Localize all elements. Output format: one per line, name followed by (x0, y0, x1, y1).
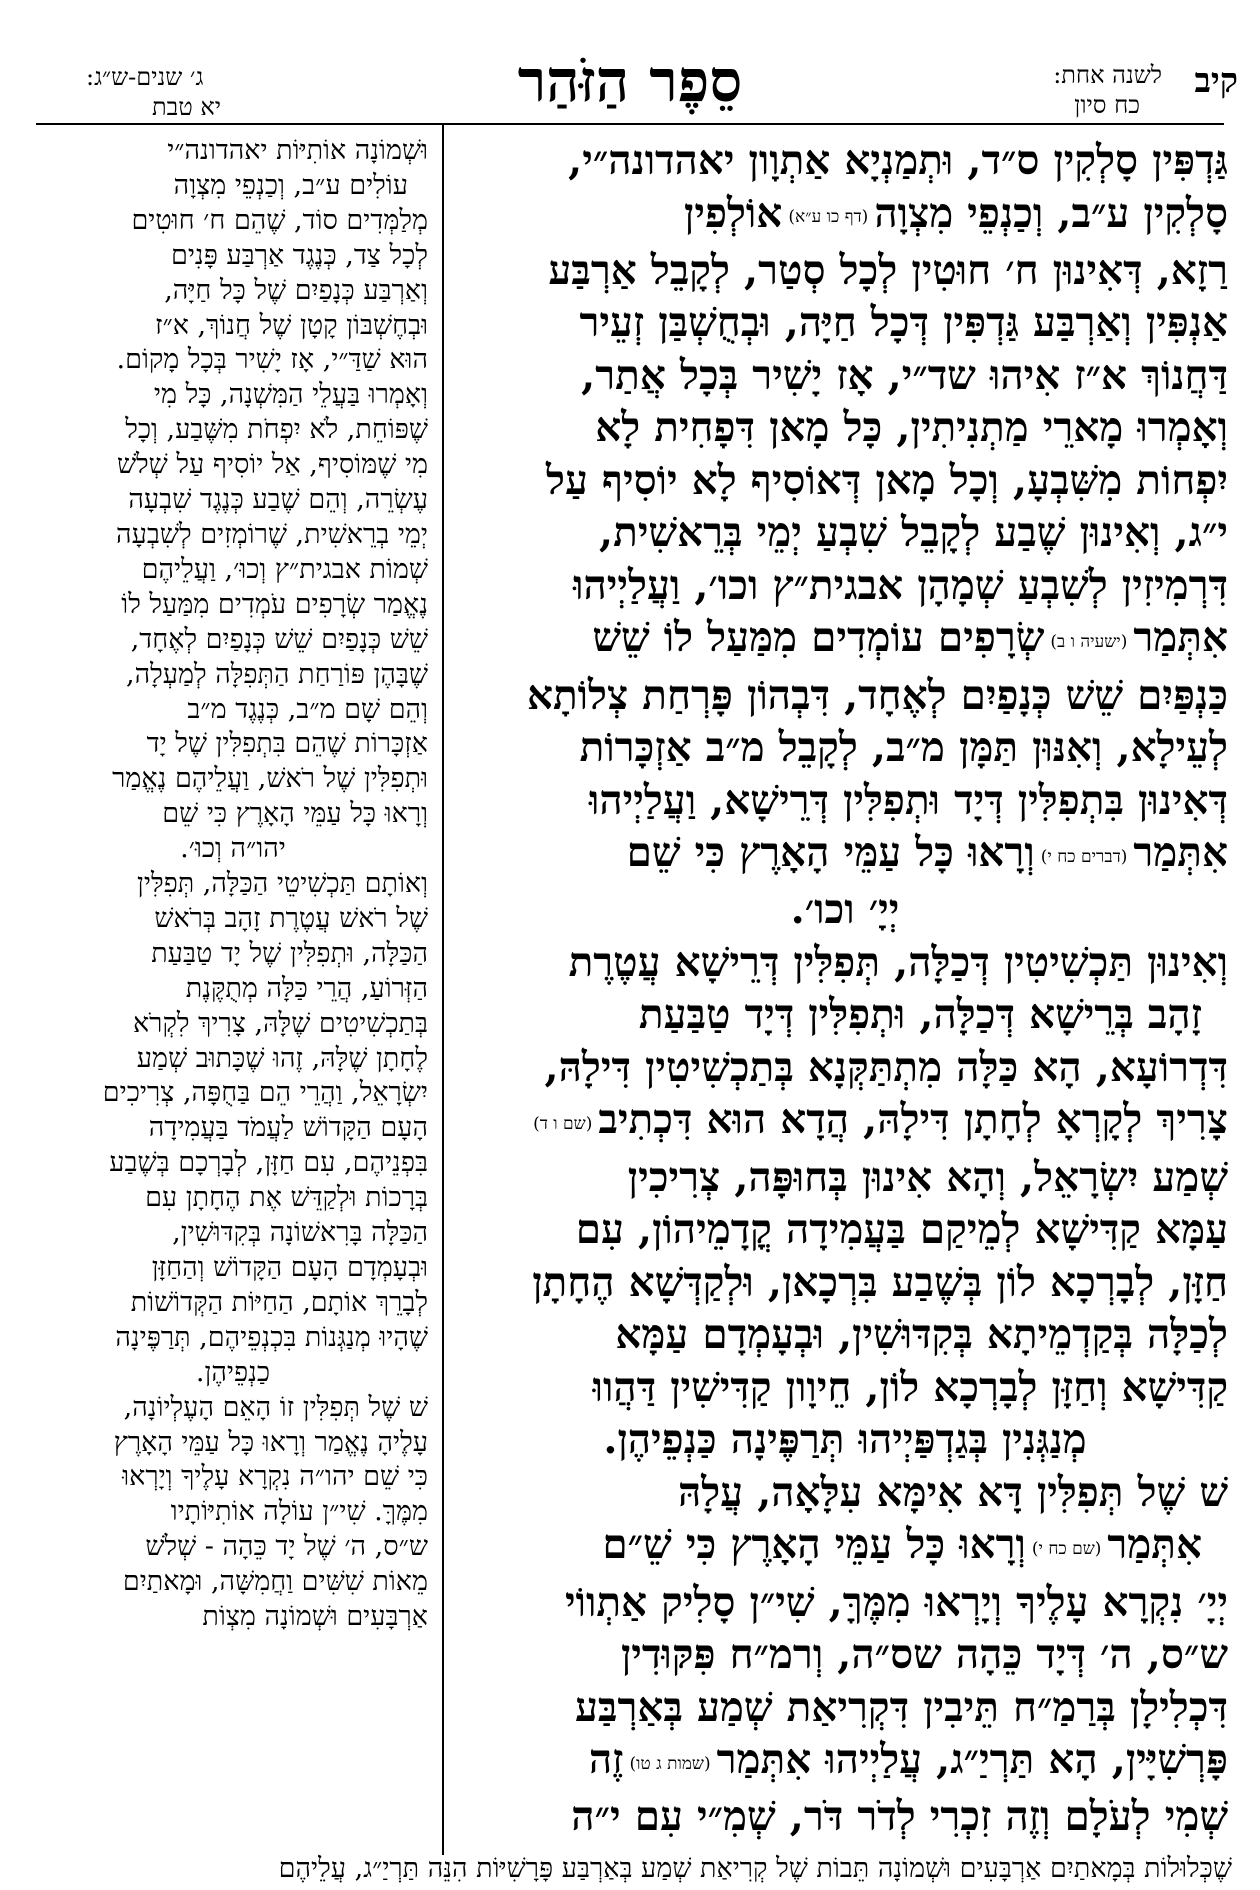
date-three-years: ג׳ שנים-ש״ג: (86, 63, 204, 91)
translation-line: הַכַּלָּה בָּרִאשׁוֹנָה בְּקִדּוּשִׁין, (172, 1217, 428, 1249)
main-line: סָלְקִין ע״ב, וְכַנְפֵי מִצְוָה(דף כו ע״א)אוֹלְפִין (684, 188, 1228, 237)
translation-line: לֶחָתָן שֶׁלָּהּ, זֶהוּ שֶׁכָּתוּב שְׁמַע (136, 1042, 428, 1074)
translation-line: הַכַּלָּה, וּתְפִלִּין שֶׁל יָד טַבַּעַת (151, 937, 428, 969)
source-reference: (דף כו ע״א) (788, 207, 869, 228)
translation-line: כַנְפֵיהֶן. (195, 1356, 271, 1388)
translation-line: שֶׁהָיוּ מְנַגְּנוֹת בִּכְנְפֵיהֶם, תְּרַפֶּינָה (115, 1321, 428, 1353)
translation-line: וְרָאוּ כָּל עַמֵּי הָאָרֶץ כִּי שֵׁם (162, 798, 428, 830)
column-divider (442, 125, 444, 1855)
translation-line: הוּא שַׁדַּ״י, אָז יָשִׁיר בְּכָל מָקוֹם. (116, 344, 428, 376)
translation-line: בְּרָכוֹת וּלְקַדֵּשׁ אֶת הֶחָתָן עִם (145, 1182, 428, 1214)
translation-line: וּשְׁמוֹנָה אוֹתִיּוֹת יאהדונה״י (167, 135, 428, 166)
main-line: י״ג, וְאִינוּן שֶׁבַע לְקָבֵל שִׁבְעַ יְמֵי בְּרֵאשִׁית, (599, 508, 1228, 557)
main-line: עַמָּא קַדִּישָׁא לְמֵיקַם בַּעֲמִידָה קֳדָמֵיהוֹן, עִם (575, 1205, 1228, 1254)
translation-line: לְכָל צַד, כְּנֶגֶד אַרְבַּע פָּנִים (171, 239, 428, 271)
main-line: זָהָב בְּרֵישָׁא דְּכַלָּה, וּתְפִלִּין דְּיָד טַבַּעַת (638, 990, 1202, 1039)
source-reference: (שמות ג טו) (629, 1753, 711, 1774)
source-reference: (דברים כח י) (1040, 846, 1128, 867)
translation-bottom-line: שֶׁכְּלוּלוֹת בְּמָאתַיִם אַרְבָּעִים וּשְׁמוֹנָה תֵּבוֹת שֶׁל קְרִיאַת שְׁמַע בְּאַרְבַּע פָּרָשִׁיּוֹת הִנֵּה תַּרְיַ״ג, עֲלֵיהֶם (278, 1853, 1232, 1884)
translation-line: לְבָרֵךְ אוֹתָם, הַחַיּוֹת הַקְּדוֹשׁוֹת (130, 1286, 428, 1318)
translation-line: שֶׁבָּהֶן פּוֹרַחַת הַתְּפִלָּה לְמַעְלָה, (125, 658, 428, 690)
main-line: קַדִּישָׁא וְחַזָּן לְבָרְכָא לוֹן, חֵיוָון קַדִּישִׁין דַּהֲווּ (592, 1362, 1228, 1411)
main-line: אִתְּמַר(ישעיה ו ב)שְׂרָפִים עוֹמְדִים מִמַּעַל לוֹ שֵׁשׁ (592, 613, 1228, 662)
translation-line: מִי שֶׁמּוֹסִיף, אַל יוֹסִיף עַל שְׁלֹשׁ (116, 449, 428, 481)
main-line: צָרִיךְ לְקָרְאָ לְחָתָן דִּילָהּ, הֲדָא הוּא דִּכְתִיב(שם ו ד) (533, 1095, 1228, 1144)
main-line: ש״ס, ה׳ דְּיָד כֵּהָה שס״ה, וְרמ״ח פִּקּוּדִין (620, 1630, 1228, 1679)
translation-line: בִּפְנֵיהֶם, עִם חַזָּן, לְבָרְכָם בְּשֶׁבַע (109, 1147, 428, 1179)
translation-line: ש״ס, ה׳ שֶׁל יָד כֵּהָה - שְׁלֹשׁ (145, 1531, 428, 1563)
translation-line: וְהֵם שָׁם מ״ב, כְּנֶגֶד מ״ב (187, 693, 428, 725)
translation-line: כִּי שֵׁם יהו״ה נִקְרָא עָלֶיךָ וְיָרְאוּ (122, 1461, 428, 1493)
main-line: גַּדְפִּין סָלְקִין ס״ד, וּתְמַנְיָא אַתְוָון יאהדונה״י, (568, 136, 1228, 184)
main-line: יְיָ׳ נִקְרָא עָלֶיךָ וְיָרְאוּ מִמֶּךָּ, שִׁי״ן סָלִיק אַתְווֹי (565, 1577, 1228, 1626)
main-line: דַּחֲנוֹךְ א״ז אִיהוּ שד״י, אָז יָשִׁיר בְּכָל אֲתַר, (581, 350, 1228, 399)
translation-line: מְלַמְּדִים סוֹד, שֶׁהֵם ח׳ חוּטִים (131, 204, 428, 236)
translation-line: וּבְחֶשְׁבּוֹן קָטָן שֶׁל חֲנוֹךְ, א״ז (154, 309, 428, 341)
translation-line: מִמֶּךָּ. שִׁי״ן עוֹלָה אוֹתִיּוֹתָיו (170, 1496, 428, 1528)
main-line: פָּרְשִׁיָּין, הָא תַּרְיַ״ג, עֲלַיְיהוּ אִתְּמַר(שמות ג טו)זֶה (588, 1735, 1228, 1784)
translation-line: עָלֶיהָ נֶאֱמַר וְרָאוּ כָּל עַמֵּי הָאָרֶץ (113, 1426, 428, 1458)
translation-line: יהו״ה וְכוּ׳. (180, 833, 286, 865)
translation-line: שׁ שֶׁל תְּפִלִּין זוֹ הָאֵם הָעֶלְיוֹנָה, (123, 1391, 428, 1423)
main-line: לְעֵילָא, וְאִנּוּן תַּמָּן מ״ב, לְקָבֵל מ״ב אַזְכָּרוֹת (579, 723, 1228, 772)
translation-line: שְׁמוֹת אבגית״ץ וְכוּ׳, וַעֲלֵיהֶם (141, 553, 428, 585)
main-line: כַּנְפַּיִם שֵׁשׁ כְּנָפַיִם לְאֶחָד, דִּבְהוֹן פָּרְחַת צְלוֹתָא (526, 670, 1228, 719)
main-line: וְאָמְרוּ מָארֵי מַתְנִיתִין, כָּל מָאן דִּפָחִית לָא (595, 403, 1228, 452)
translation-line: שֵׁשׁ כְּנָפַיִם שֵׁשׁ כְּנָפַיִם לְאֶחָד, (130, 623, 428, 655)
translation-line: הַזְּרוֹעַ, הֲרֵי כַּלָּה מְתֻקֶּנֶת (185, 972, 428, 1004)
date-one-year: לשנה אחת: (1053, 61, 1162, 89)
main-line: יְיָ׳ וכו׳. (790, 885, 900, 934)
translation-line: עֶשְׂרֵה, וְהֵם שֶׁבַע כְּנֶגֶד שִׁבְעָה (128, 484, 428, 516)
translation-line: אַזְכָּרוֹת שֶׁהֵם בִּתְפִלִּין שֶׁל יָד (146, 728, 428, 760)
translation-line: יְמֵי בְרֵאשִׁית, שֶׁרוֹמְזִים לְשִׁבְעָה (116, 518, 428, 550)
translation-column (38, 134, 428, 1635)
main-line: דִּרְמִיזִין לְשִׁבְעַ שְׁמָהָן אבגית״ץ וכו׳, וַעֲלַיְיהוּ (573, 560, 1228, 609)
main-line: דִּדְרוֹעָא, הָא כַּלָּה מִתְתַּקְּנָא בְּתַכְשִׁיטִין דִּילָהּ, (544, 1042, 1228, 1091)
main-line: יִפְחוֹת מִשִּׁבְעָ, וְכָל מָאן דְּאוֹסִיף לָא יוֹסִיף עַל (546, 455, 1228, 504)
translation-line: וְאַרְבַּע כְּנָפַיִם שֶׁל כָּל חַיָּה, (164, 274, 428, 306)
translation-line: אַרְבָּעִים וּשְׁמוֹנָה מִצְוֹת (202, 1601, 428, 1633)
translation-line: וְאוֹתָם תַּכְשִׁיטֵי הַכַּלָּה, תְּפִלִּין (136, 868, 428, 900)
translation-line: יִשְׂרָאֵל, וַהֲרֵי הֵם בַּחֻפָּה, צְרִיכִים (102, 1077, 428, 1109)
translation-line: וּבְעָמְדָם הָעָם הַקָּדוֹשׁ וְהַחַזָּן (151, 1252, 428, 1283)
translation-line: נֶאֱמַר שְׂרָפִים עֹמְדִים מִמַּעַל לוֹ (121, 588, 428, 620)
page-marker: קיב (1194, 61, 1238, 101)
main-line: לְכַלָּה בְּקַדְמֵיתָא בְּקִדּוּשִׁין, וּבְעָמְדָם עַמָּא (615, 1310, 1228, 1359)
main-line: וְאִינוּן תַּכְשִׁיטִין דְּכַלָּה, תְּפִלִּין דְּרֵישָׁא עֲטֶרֶת (568, 937, 1228, 986)
translation-line: שֶׁפּוֹחֵת, לֹא יִפְחֹת מִשֶּׁבַע, וְכָל (125, 414, 428, 446)
main-line: דְּאִינוּן בִּתְפִלִּין דְּיָד וּתְפִלִּין דְּרֵישָׁא, וַעֲלַיְיהוּ (588, 775, 1228, 824)
main-line: רַזָא, דְּאִינוּן ח׳ חוּטִין לְכָל סְטַר, לְקָבֵל אַרְבַּע (548, 245, 1228, 294)
main-line: אִתְּמַר(שם כח י)וְרָאוּ כָּל עַמֵּי הָאָרֶץ כִּי שֵׁ״ם (602, 1520, 1202, 1569)
translation-line: שֶׁל רֹאשׁ עֲטֶרֶת זָהָב בְּרֹאשׁ (154, 902, 428, 934)
main-line: שׁ שֶׁל תְּפִלִּין דָּא אִימָּא עִלָּאָה, עֲלָהּ (677, 1467, 1228, 1516)
translation-line: וְאָמְרוּ בַּעֲלֵי הַמִּשְׁנָה, כָּל מִי (153, 379, 428, 411)
main-line: דִּכְלִילָן בְּרַמַ״ח תֵּיבִין דִּקְרִיאַת שְׁמַע בְּאַרְבַּע (575, 1682, 1228, 1731)
source-reference: (ישעיה ו ב) (1050, 632, 1128, 653)
main-text-column (462, 134, 1228, 1843)
main-line: מְנַגְּנִין בְּגַדְפַּיְיהוּ תְּרַפֶּינָה כַּנְפֵיהֶן. (603, 1415, 1087, 1464)
translation-line: הָעָם הַקָּדוֹשׁ לַעֲמֹד בַּעֲמִידָה (148, 1112, 428, 1144)
main-line: אִתְּמַר(דברים כח י)וְרָאוּ כָּל עַמֵּי הָאָרֶץ כִּי שֵׁם (626, 828, 1228, 877)
main-line: חַזָּן, לְבָרְכָא לוֹן בְּשֶׁבַע בִּרְכָאן, וּלְקַדְּשָׁא הֶחָתָן (532, 1257, 1228, 1306)
main-line: שְׁמַע יִשְׂרָאֵל, וְהָא אִינוּן בְּחוּפָּה, צְרִיכִין (627, 1152, 1228, 1201)
translation-line: בְּתַכְשִׁיטִים שֶׁלָּהּ, צָרִיךְ לִקְרֹא (132, 1007, 428, 1039)
book-title: סֵפֶר הַזֹּהַר (517, 47, 743, 115)
translation-line: וּתְפִלִּין שֶׁל רֹאשׁ, וַעֲלֵיהֶם נֶאֱמַר (112, 763, 428, 795)
main-line: אַנְפִּין וְאַרְבַּע גַּדְפִּין דְּכָל חַיָּה, וּבְחֻשְׁבַּן זְעֵיר (579, 298, 1228, 347)
source-reference: (שם ו ד) (533, 1114, 593, 1135)
main-line: שְׁמִי לְעֹלָם וְזֶה זִכְרִי לְדֹר דֹּר, שְׁמִ״י עִם י״ה (571, 1792, 1228, 1841)
date-one-year-day: כח סיון (1074, 91, 1140, 119)
header-rule (36, 123, 1224, 125)
translation-line: עוֹלִים ע״ב, וְכַנְפֵי מִצְוָה (173, 169, 408, 201)
date-three-years-day: יא טבת (152, 93, 222, 121)
source-reference: (שם כח י) (1031, 1539, 1102, 1560)
translation-line: מֵאוֹת שִׁשִּׁים וַחֲמִשָּׁה, וּמָאתַיִם (122, 1566, 428, 1598)
